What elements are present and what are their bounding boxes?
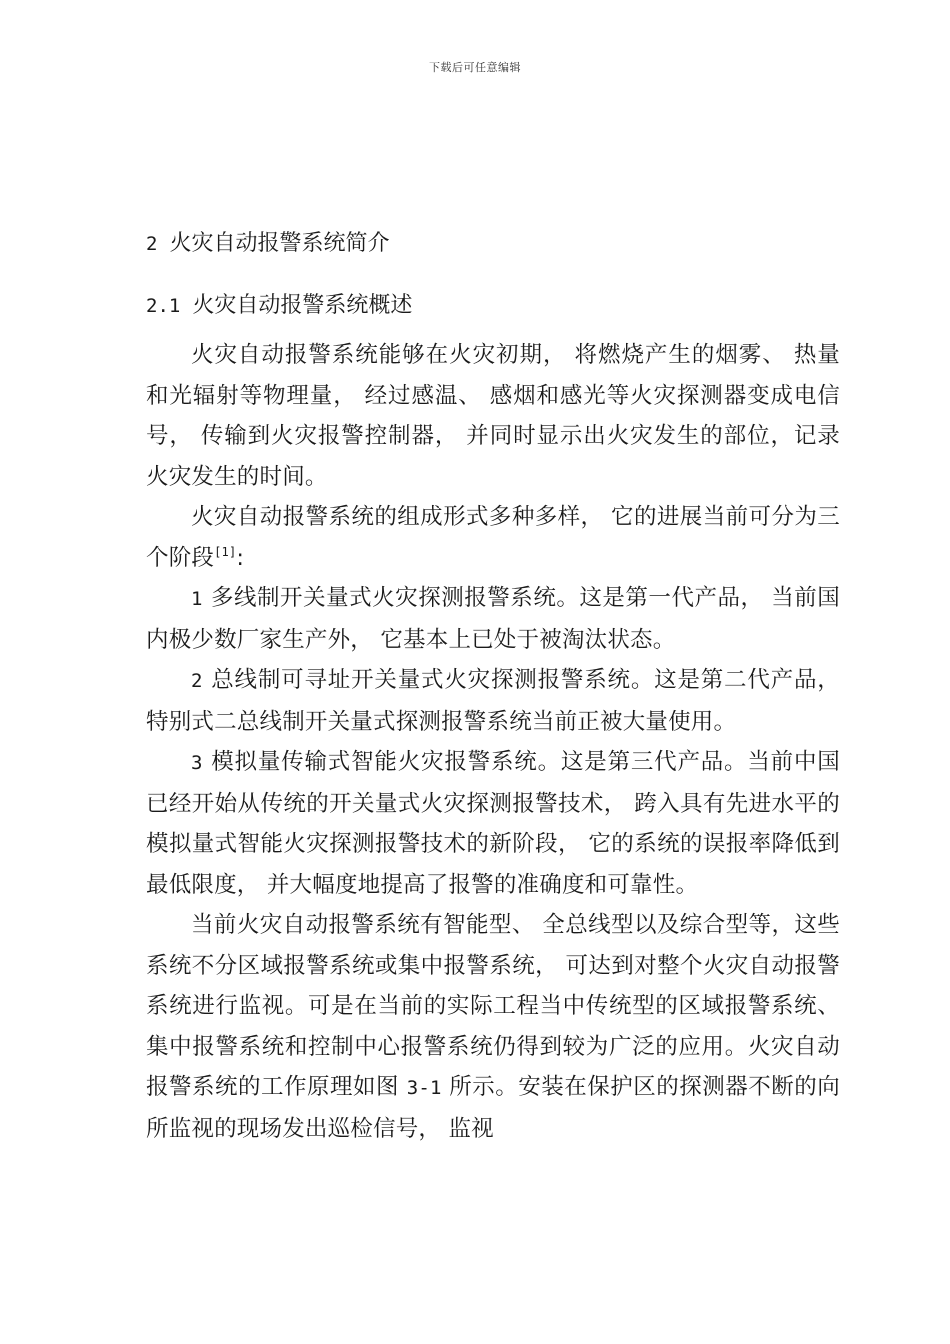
stages-intro-text: 火灾自动报警系统的组成形式多种多样， 它的进展当前可分为三个阶段 [146, 504, 840, 571]
stage-1-number: 1 [191, 588, 203, 610]
document-body [146, 228, 840, 1149]
paragraph-stage-3 [146, 742, 840, 905]
section-number: 2 [146, 233, 158, 255]
paragraph-overview: 火灾自动报警系统能够在火灾初期， 将燃烧产生的烟雾、 热量和光辐射等物理量， 经过感温、 感烟和感光等火灾探测器变成电信号， 传输到火灾报警控制器， 并同时显示出火灾发生的部位，记录火灾发生的时间。 [146, 342, 840, 490]
section-title: 火灾自动报警系统简介 [169, 231, 390, 256]
paragraph-current-systems [146, 905, 840, 1149]
subsection-number: 2.1 [146, 295, 181, 317]
section-heading [146, 228, 840, 260]
paragraph-stage-1 [146, 578, 840, 660]
stage-2-number: 2 [191, 670, 203, 692]
stages-intro-colon: : [236, 544, 245, 571]
stage-3-number: 3 [191, 752, 203, 774]
figure-reference: 3-1 [406, 1077, 442, 1099]
current-systems-text-b: 所示。安装在保护区的探测器不断的向所监视的现场发出巡检信号， 监视 [146, 1074, 840, 1142]
paragraph-stage-2 [146, 660, 840, 742]
page-header-watermark: 下载后可任意编辑 [429, 61, 521, 74]
current-systems-text-a: 当前火灾自动报警系统有智能型、 全总线型以及综合型等，这些系统不分区域报警系统或集中报警系统， 可达到对整个火灾自动报警系统进行监视。可是在当前的实际工程当中传统型的区域报警系统、 集中报警系统和控制中心报警系统仍得到较为广泛的应用。火灾自动报警系统的工作原理如图 [146, 912, 840, 1100]
paragraph-stages-intro [146, 497, 840, 578]
stage-3-text: 模拟量传输式智能火灾报警系统。这是第三代产品。当前中国已经开始从传统的开关量式火灾探测报警技术， 跨入具有先进水平的模拟量式智能火灾探测报警技术的新阶段， 它的系统的误报率降低到最低限度， 并大幅度地提高了报警的准确度和可靠性。 [146, 749, 840, 898]
citation-reference: [1] [214, 544, 237, 559]
stage-1-text: 多线制开关量式火灾探测报警系统。这是第一代产品， 当前国内极少数厂家生产外， 它基本上已处于被淘汰状态。 [146, 585, 840, 653]
stage-2-text: 总线制可寻址开关量式火灾探测报警系统。这是第二代产品， 特别式二总线制开关量式探测报警系统当前正被大量使用。 [146, 667, 840, 735]
subsection-title: 火灾自动报警系统概述 [192, 293, 413, 318]
subsection-heading [146, 290, 840, 322]
